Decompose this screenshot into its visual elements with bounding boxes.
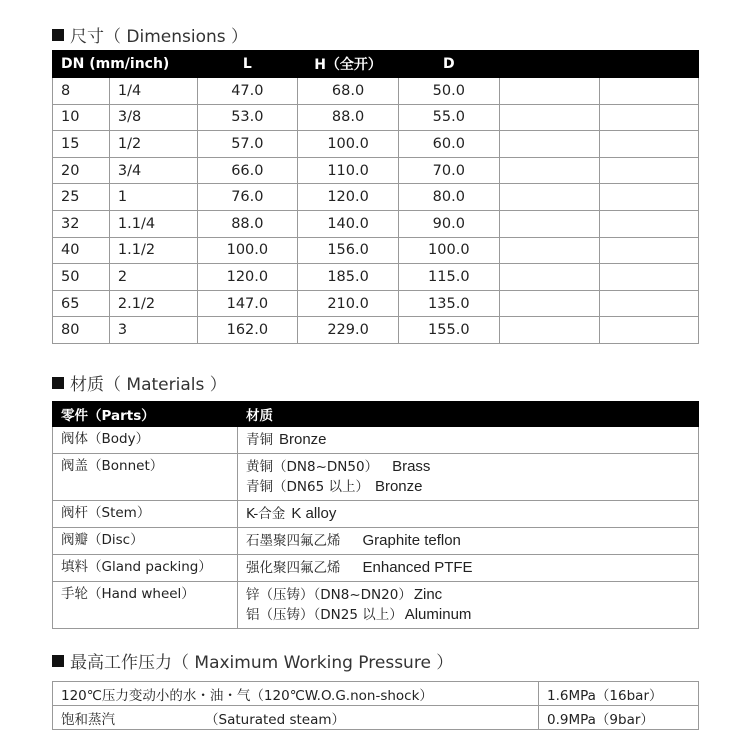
- empty-cell: [600, 317, 699, 344]
- dimensions-section-title: [52, 22, 248, 47]
- material-cn: 青铜（DN65 以上）: [246, 479, 369, 495]
- dim-d-cell: 70.0: [398, 157, 499, 184]
- material-cn: 青铜: [246, 432, 273, 448]
- table-row: [53, 555, 699, 582]
- material-cell: [238, 427, 699, 454]
- dim-d-cell: 115.0: [398, 264, 499, 291]
- header-h: H（全开）: [298, 51, 399, 78]
- material-line: [246, 430, 698, 450]
- part-cell: 阀杆（Stem）: [53, 501, 238, 528]
- part-cell: 手轮（Hand wheel）: [53, 582, 238, 629]
- pressure-value: 0.9MPa（9bar）: [539, 706, 699, 730]
- material-cell: [238, 528, 699, 555]
- table-row: [53, 237, 699, 264]
- material-en: Aluminum: [404, 606, 472, 623]
- dimensions-title: 尺寸（ Dimensions ）: [70, 27, 249, 47]
- empty-cell: [499, 78, 600, 105]
- empty-cell: [499, 157, 600, 184]
- empty-cell: [499, 184, 600, 211]
- dim-d-cell: 60.0: [398, 131, 499, 158]
- table-row: [53, 157, 699, 184]
- dim-d-cell: 135.0: [398, 290, 499, 317]
- header-empty: [499, 51, 600, 78]
- material-cn: 强化聚四氟乙烯: [246, 560, 341, 576]
- dimensions-table: [52, 50, 699, 344]
- dn-inch-cell: 2: [109, 264, 197, 291]
- dim-d-cell: 80.0: [398, 184, 499, 211]
- dim-h-cell: 68.0: [298, 78, 399, 105]
- dn-mm-cell: 50: [53, 264, 110, 291]
- material-line: [246, 531, 698, 551]
- material-cell: [238, 501, 699, 528]
- empty-cell: [600, 290, 699, 317]
- table-row: [53, 528, 699, 555]
- square-bullet-icon: [52, 29, 64, 41]
- table-row: [53, 210, 699, 237]
- material-en: Graphite teflon: [362, 532, 461, 549]
- dn-mm-cell: 25: [53, 184, 110, 211]
- dim-l-cell: 57.0: [197, 131, 298, 158]
- material-en: Enhanced PTFE: [362, 559, 473, 576]
- material-line: [246, 585, 698, 605]
- header-material: 材质: [238, 402, 699, 427]
- pressure-table: [52, 681, 699, 730]
- dim-l-cell: 100.0: [197, 237, 298, 264]
- table-row: [53, 501, 699, 528]
- dn-inch-cell: 1/4: [109, 78, 197, 105]
- dn-inch-cell: 1/2: [109, 131, 197, 158]
- header-d: D: [398, 51, 499, 78]
- dn-mm-cell: 65: [53, 290, 110, 317]
- table-row: [53, 290, 699, 317]
- dim-l-cell: 76.0: [197, 184, 298, 211]
- dim-h-cell: 140.0: [298, 210, 399, 237]
- square-bullet-icon: [52, 377, 64, 389]
- table-row: [53, 78, 699, 105]
- empty-cell: [600, 131, 699, 158]
- dim-h-cell: 156.0: [298, 237, 399, 264]
- material-cn: K-合金: [246, 506, 286, 522]
- dn-mm-cell: 10: [53, 104, 110, 131]
- material-en: K alloy: [291, 505, 337, 522]
- dim-h-cell: 110.0: [298, 157, 399, 184]
- dim-h-cell: 120.0: [298, 184, 399, 211]
- empty-cell: [600, 184, 699, 211]
- dim-h-cell: 185.0: [298, 264, 399, 291]
- materials-title: 材质（ Materials ）: [70, 375, 227, 395]
- part-cell: 阀瓣（Disc）: [53, 528, 238, 555]
- table-row: [53, 682, 699, 706]
- empty-cell: [600, 210, 699, 237]
- header-empty: [600, 51, 699, 78]
- table-row: [53, 184, 699, 211]
- dim-l-cell: 162.0: [197, 317, 298, 344]
- dn-mm-cell: 20: [53, 157, 110, 184]
- empty-cell: [499, 317, 600, 344]
- dim-h-cell: 100.0: [298, 131, 399, 158]
- material-en: Bronze: [279, 431, 327, 448]
- material-en: Brass: [392, 458, 431, 475]
- material-cn: 铝（压铸）（DN25 以上）: [246, 607, 403, 623]
- dn-inch-cell: 1.1/4: [109, 210, 197, 237]
- material-line: [246, 504, 698, 524]
- table-row: [53, 104, 699, 131]
- dim-l-cell: 53.0: [197, 104, 298, 131]
- pressure-section-title: [52, 648, 453, 673]
- dim-l-cell: 147.0: [197, 290, 298, 317]
- empty-cell: [499, 264, 600, 291]
- dim-d-cell: 100.0: [398, 237, 499, 264]
- pressure-desc: 饱和蒸汽 （Saturated steam）: [53, 706, 539, 730]
- dim-d-cell: 55.0: [398, 104, 499, 131]
- part-cell: 填料（Gland packing）: [53, 555, 238, 582]
- header-parts: 零件（Parts）: [53, 402, 238, 427]
- empty-cell: [600, 157, 699, 184]
- header-dn: DN (mm/inch): [53, 51, 198, 78]
- dn-mm-cell: 8: [53, 78, 110, 105]
- table-row: [53, 706, 699, 730]
- empty-cell: [499, 210, 600, 237]
- materials-table: [52, 401, 699, 629]
- dim-l-cell: 88.0: [197, 210, 298, 237]
- material-cn: 石墨聚四氟乙烯: [246, 533, 341, 549]
- material-cn: 锌（压铸）（DN8~DN20）: [246, 587, 412, 603]
- dimensions-header-row: [53, 51, 699, 78]
- dim-d-cell: 90.0: [398, 210, 499, 237]
- table-row: [53, 454, 699, 501]
- materials-header-row: [53, 402, 699, 427]
- material-line: [246, 558, 698, 578]
- table-row: [53, 582, 699, 629]
- dn-mm-cell: 15: [53, 131, 110, 158]
- dim-d-cell: 50.0: [398, 78, 499, 105]
- empty-cell: [499, 290, 600, 317]
- dn-inch-cell: 2.1/2: [109, 290, 197, 317]
- empty-cell: [600, 104, 699, 131]
- dn-inch-cell: 3/8: [109, 104, 197, 131]
- part-cell: 阀体（Body）: [53, 427, 238, 454]
- dim-d-cell: 155.0: [398, 317, 499, 344]
- material-en: Bronze: [374, 478, 423, 495]
- empty-cell: [600, 264, 699, 291]
- header-l: L: [197, 51, 298, 78]
- dim-l-cell: 120.0: [197, 264, 298, 291]
- dn-mm-cell: 32: [53, 210, 110, 237]
- dn-inch-cell: 3: [109, 317, 197, 344]
- table-row: [53, 317, 699, 344]
- table-row: [53, 427, 699, 454]
- dn-inch-cell: 3/4: [109, 157, 197, 184]
- dim-l-cell: 47.0: [197, 78, 298, 105]
- dn-inch-cell: 1.1/2: [109, 237, 197, 264]
- empty-cell: [499, 237, 600, 264]
- material-cell: [238, 454, 699, 501]
- material-line: [246, 457, 698, 477]
- material-cn: 黄铜（DN8~DN50）: [246, 459, 379, 475]
- square-bullet-icon: [52, 655, 64, 667]
- material-en: Zinc: [413, 586, 443, 603]
- dim-h-cell: 210.0: [298, 290, 399, 317]
- empty-cell: [499, 131, 600, 158]
- dim-h-cell: 229.0: [298, 317, 399, 344]
- empty-cell: [600, 78, 699, 105]
- dim-h-cell: 88.0: [298, 104, 399, 131]
- part-cell: 阀盖（Bonnet）: [53, 454, 238, 501]
- materials-section-title: [52, 370, 227, 395]
- table-row: [53, 131, 699, 158]
- material-cell: [238, 582, 699, 629]
- pressure-desc: 120℃压力变动小的水・油・气（120℃W.O.G.non-shock）: [53, 682, 539, 706]
- table-row: [53, 264, 699, 291]
- empty-cell: [600, 237, 699, 264]
- material-cell: [238, 555, 699, 582]
- dim-l-cell: 66.0: [197, 157, 298, 184]
- dn-mm-cell: 80: [53, 317, 110, 344]
- pressure-title: 最高工作压力（ Maximum Working Pressure ）: [70, 653, 454, 673]
- dn-inch-cell: 1: [109, 184, 197, 211]
- material-line: [246, 605, 698, 625]
- pressure-value: 1.6MPa（16bar）: [539, 682, 699, 706]
- material-line: [246, 477, 698, 497]
- dn-mm-cell: 40: [53, 237, 110, 264]
- empty-cell: [499, 104, 600, 131]
